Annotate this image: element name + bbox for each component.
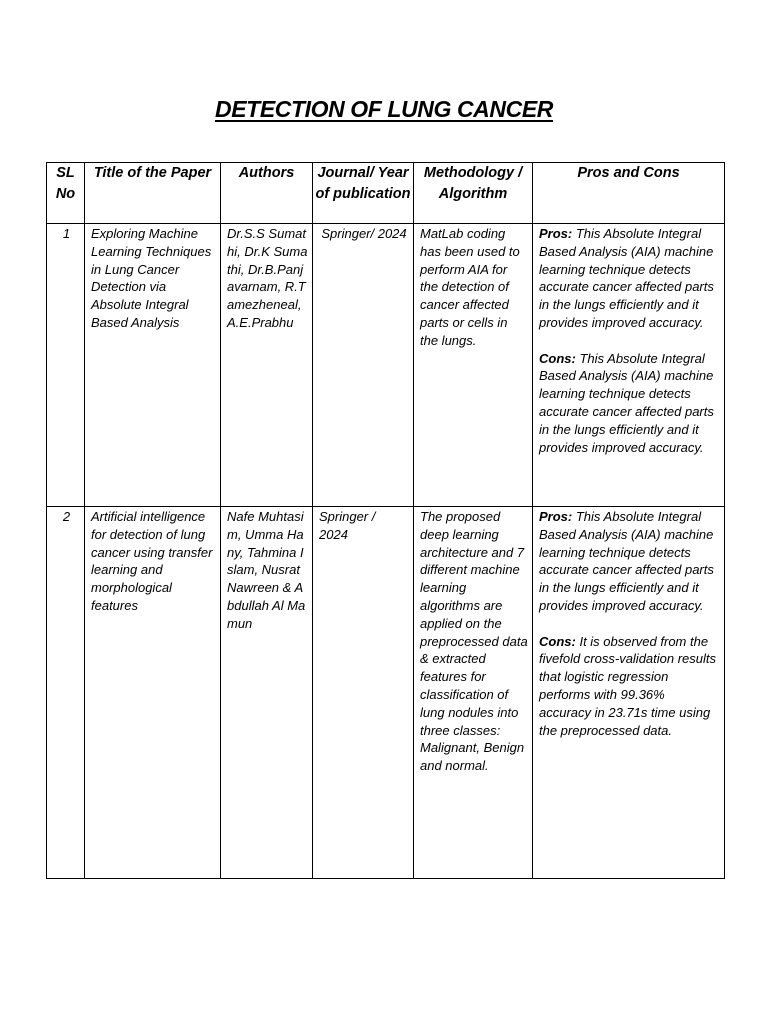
cell-methodology: The proposed deep learning architecture and 7 different machine learning algorithms are applied on the preprocessed data & extracted features for classification of lung nodules into three classes: Malignant, Benign and normal. — [414, 507, 533, 879]
literature-table — [46, 162, 725, 879]
cell-authors: Nafe Muhtasim, Umma Hany, Tahmina Islam, Nusrat Nawreen & Abdullah Al Mamun — [221, 507, 313, 879]
cell-sl-no: 1 — [47, 224, 85, 507]
table-header — [47, 163, 725, 224]
pros-text — [539, 508, 720, 615]
page-title-text: DETECTION OF LUNG CANCER — [215, 96, 553, 122]
header-methodology: Methodology / Algorithm — [414, 163, 533, 224]
page-title — [0, 88, 768, 125]
cons-label: Cons: — [539, 350, 576, 366]
header-title: Title of the Paper — [85, 163, 221, 224]
cell-title: Exploring Machine Learning Techniques in Lung Cancer Detection via Absolute Integral Based Analysis — [85, 224, 221, 507]
cell-journal: Springer / 2024 — [313, 507, 414, 879]
cons-label: Cons: — [539, 633, 576, 649]
table-row — [47, 224, 725, 507]
header-journal: Journal/ Year of publication — [313, 163, 414, 224]
cell-sl-no: 2 — [47, 507, 85, 879]
pros-body: This Absolute Integral Based Analysis (AIA) machine learning technique detects accurate cancer affected parts in the lungs efficiently and it provides improved accuracy. — [539, 509, 714, 613]
table-body — [47, 224, 725, 879]
cell-journal: Springer/ 2024 — [313, 224, 414, 507]
pros-label: Pros: — [539, 509, 573, 524]
pros-label: Pros: — [539, 226, 573, 241]
cell-title: Artificial intelligence for detection of lung cancer using transfer learning and morphological features — [85, 507, 221, 879]
cell-pros-cons — [533, 507, 725, 879]
pros-body: This Absolute Integral Based Analysis (AIA) machine learning technique detects accurate cancer affected parts in the lungs efficiently and it provides improved accuracy. — [539, 226, 714, 330]
header-pros-cons: Pros and Cons — [533, 163, 725, 224]
pros-text — [539, 225, 720, 332]
header-row — [47, 163, 725, 224]
cons-text — [539, 633, 720, 740]
table-row — [47, 507, 725, 879]
header-authors: Authors — [221, 163, 313, 224]
cell-pros-cons — [533, 224, 725, 507]
cell-authors: Dr.S.S Sumathi, Dr.K Sumathi, Dr.B.Panjavarnam, R.Tamezheneal, A.E.Prabhu — [221, 224, 313, 507]
cell-methodology: MatLab coding has been used to perform AIA for the detection of cancer affected parts or cells in the lungs. — [414, 224, 533, 507]
header-sl-no: SL No — [47, 163, 85, 224]
cons-text — [539, 350, 720, 457]
cons-body: It is observed from the fivefold cross-validation results that logistic regression performs with 99.36% accuracy in 23.71s time using the preprocessed data. — [539, 633, 717, 738]
cons-body: This Absolute Integral Based Analysis (AIA) machine learning technique detects accurate cancer affected parts in the lungs efficiently and it provides improved accuracy. — [539, 350, 714, 455]
